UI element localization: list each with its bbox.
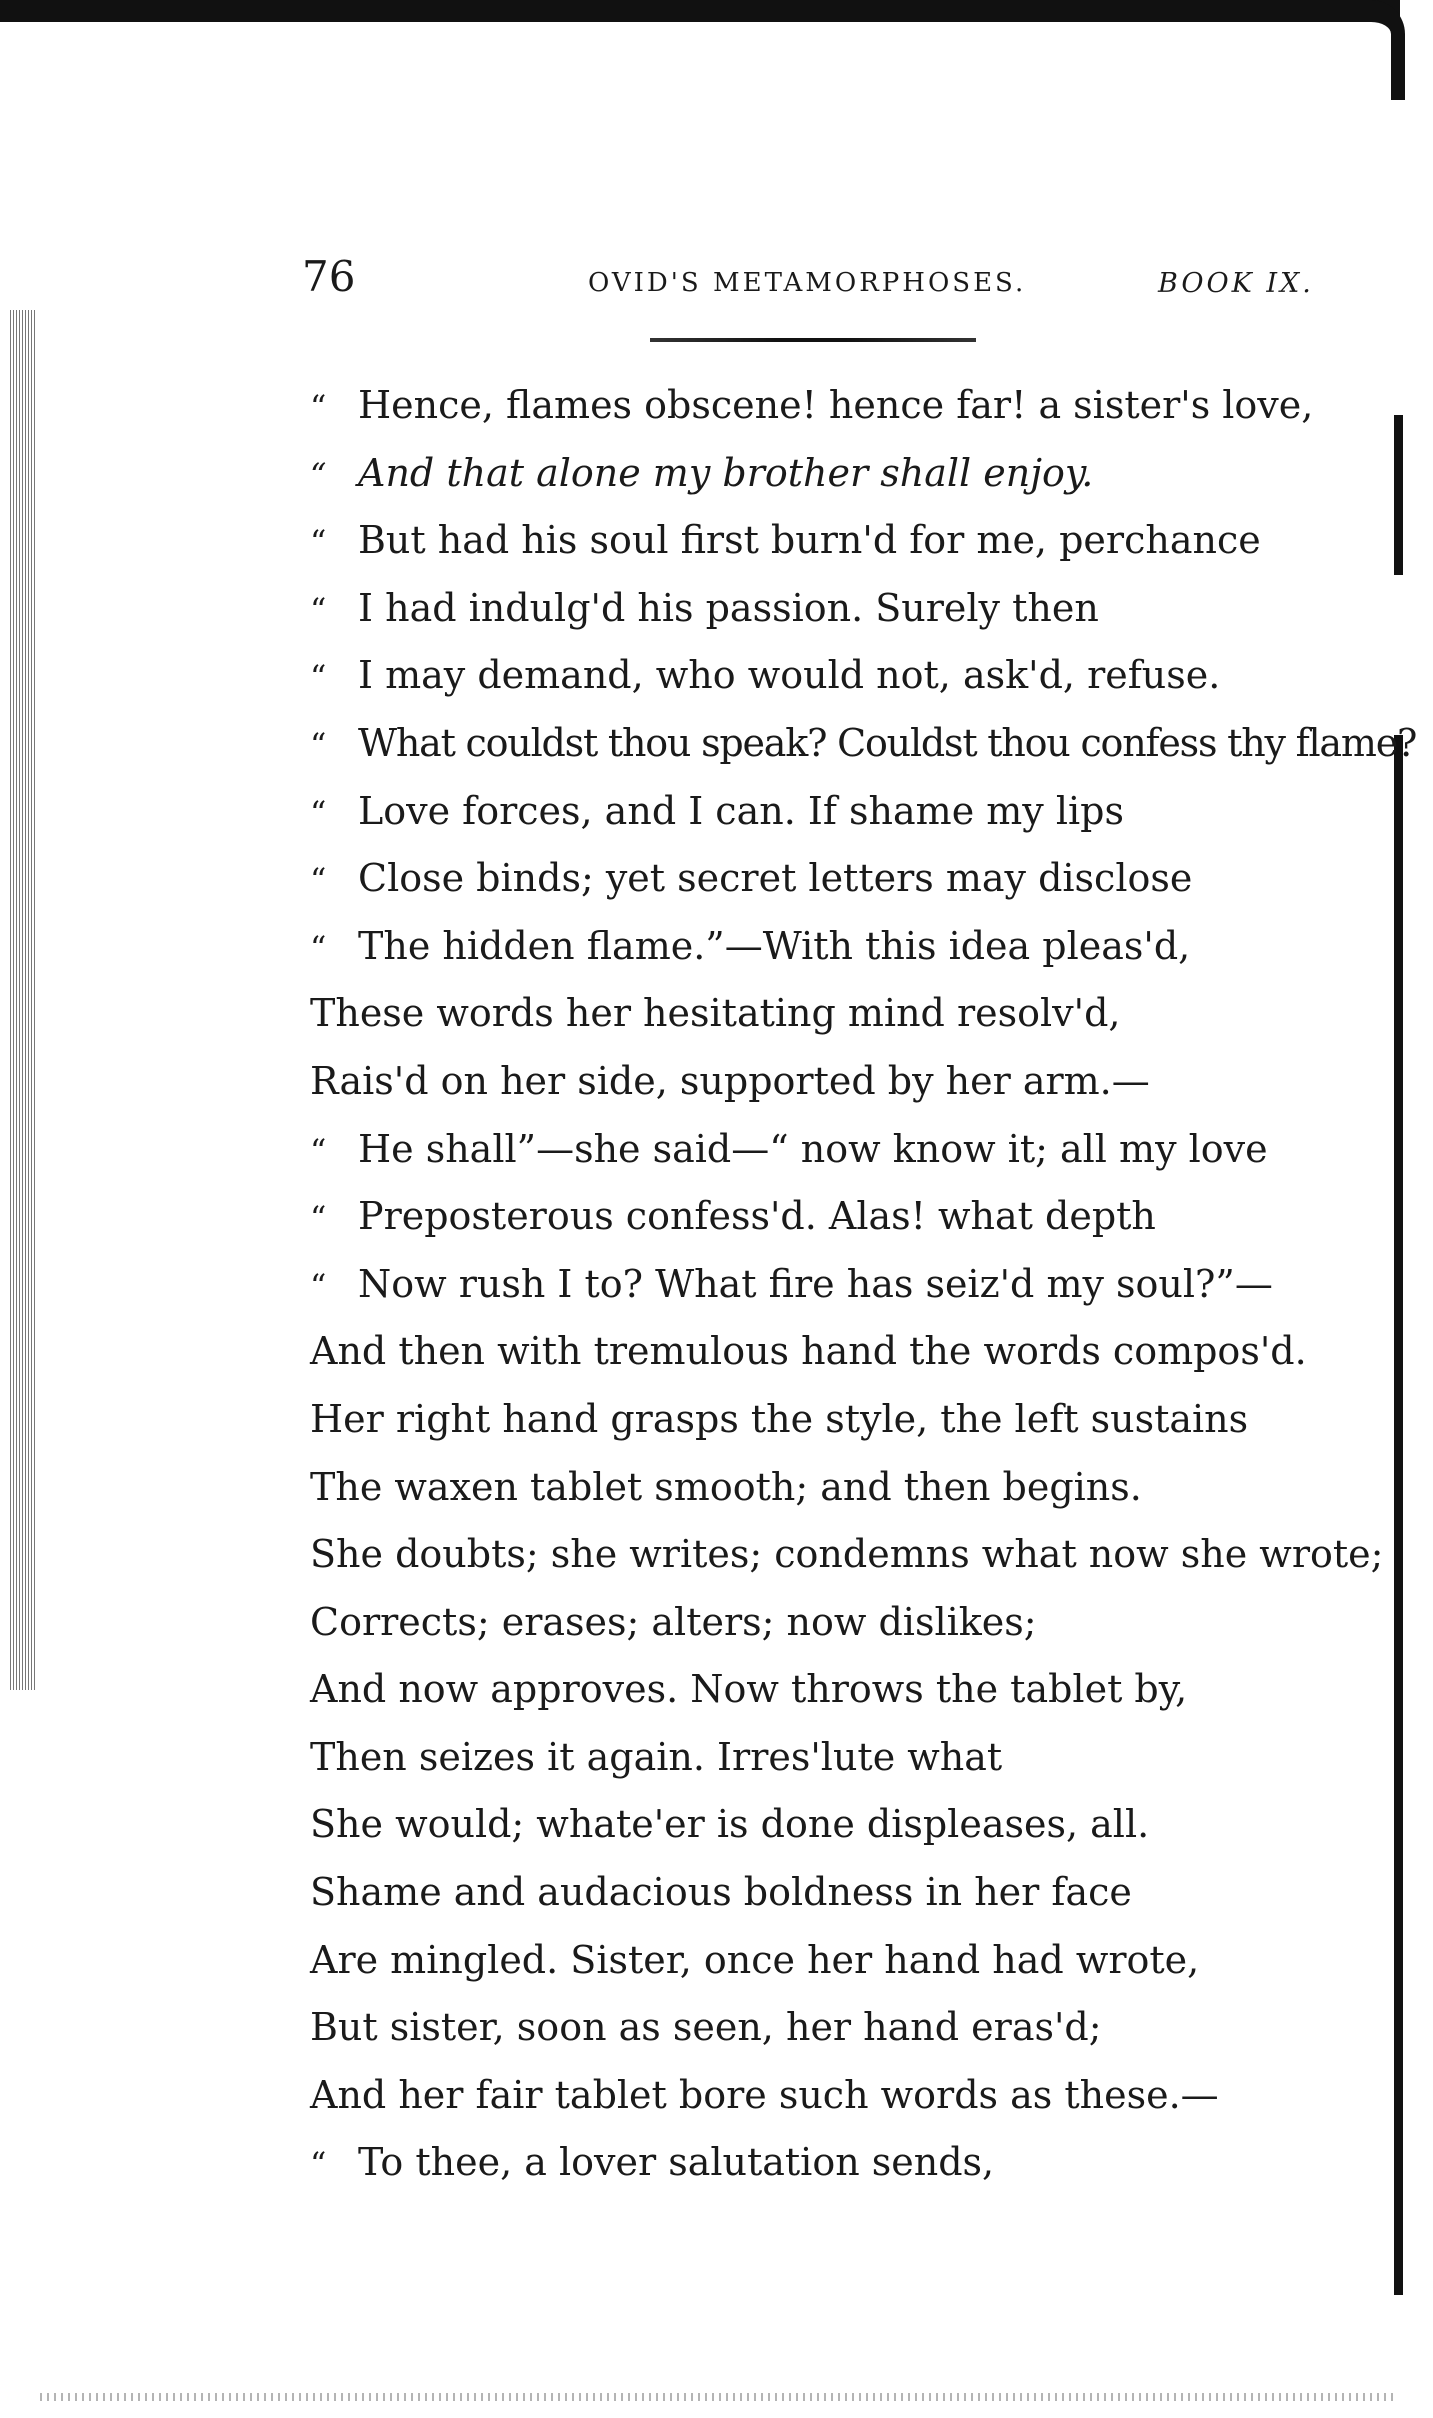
verse-text: I had indulg'd his passion. Surely then <box>358 585 1099 630</box>
verse-line <box>310 1521 1384 1589</box>
page-header <box>0 252 1433 312</box>
quote-mark: “ <box>310 1199 327 1238</box>
running-title: OVID'S METAMORPHOSES. <box>588 268 1027 298</box>
verse-text: And her fair tablet bore such words as these.— <box>310 2072 1219 2117</box>
verse-line <box>310 1724 1370 1792</box>
verse-line <box>310 1791 1370 1859</box>
quote-mark: “ <box>310 523 327 562</box>
verse-text: And now approves. Now throws the tablet by, <box>310 1667 1188 1712</box>
verse-text: Corrects; erases; alters; now dislikes; <box>310 1599 1037 1644</box>
verse-line <box>310 2062 1370 2130</box>
verse-line <box>310 1454 1370 1522</box>
page-number: 76 <box>302 252 356 301</box>
verse-line <box>310 2129 1370 2197</box>
verse-line <box>310 642 1370 710</box>
verse-line <box>310 845 1370 913</box>
verse-text: Love forces, and I can. If shame my lips <box>358 788 1124 833</box>
top-border-bar <box>0 0 1400 22</box>
quote-mark: “ <box>310 388 327 426</box>
verse-text: Her right hand grasps the style, the left sustains <box>310 1396 1249 1441</box>
verse-line <box>310 1183 1370 1251</box>
quote-mark: “ <box>310 658 327 697</box>
verse-block <box>310 372 1417 2197</box>
left-binding-shadow <box>10 310 36 1690</box>
verse-text: He shall”—she said—“ now know it; all my love <box>358 1126 1268 1171</box>
verse-text: Hence, flames obscene! hence far! a sister's love, <box>358 383 1314 427</box>
book-label: BOOK IX. <box>1158 268 1314 299</box>
quote-mark: “ <box>310 1266 327 1305</box>
verse-text: Close binds; yet secret letters may disclose <box>358 856 1193 901</box>
verse-text: And then with tremulous hand the words compos'd. <box>310 1329 1307 1374</box>
verse-line <box>310 1994 1370 2062</box>
quote-mark: “ <box>310 928 327 967</box>
quote-mark: “ <box>310 1131 327 1170</box>
verse-line <box>310 1656 1370 1724</box>
verse-text: And that alone my brother shall enjoy. <box>358 450 1094 495</box>
verse-text: Are mingled. Sister, once her hand had wrote, <box>310 1937 1200 1982</box>
verse-text: To thee, a lover salutation sends, <box>358 2140 995 2185</box>
right-edge-mark-lower <box>1394 735 1403 2295</box>
verse-line <box>310 1251 1370 1319</box>
verse-line <box>310 507 1370 575</box>
verse-text: Shame and audacious boldness in her face <box>310 1870 1132 1915</box>
verse-line <box>310 1318 1370 1386</box>
verse-line <box>310 1927 1370 1995</box>
quote-mark: “ <box>310 725 327 764</box>
verse-line <box>310 372 1370 440</box>
verse-line <box>310 1859 1370 1927</box>
verse-text: The hidden flame.”—With this idea pleas'd, <box>358 923 1191 968</box>
verse-text: What couldst thou speak? Couldst thou confess thy flame? <box>358 720 1417 765</box>
quote-mark: “ <box>310 793 327 832</box>
verse-line <box>310 980 1370 1048</box>
verse-text: But had his soul first burn'd for me, perchance <box>358 518 1261 563</box>
verse-line <box>310 1386 1370 1454</box>
verse-line <box>310 1116 1370 1184</box>
verse-text: Rais'd on her side, supported by her arm.— <box>310 1058 1150 1103</box>
quote-mark: “ <box>310 861 327 900</box>
verse-text: Then seizes it again. Irres'lute what <box>310 1734 1003 1779</box>
verse-text: Preposterous confess'd. Alas! what depth <box>358 1194 1156 1239</box>
verse-text: I may demand, who would not, ask'd, refuse. <box>358 653 1221 698</box>
verse-line <box>310 913 1370 981</box>
right-edge-mark-upper <box>1394 415 1403 575</box>
bottom-edge-speckle <box>40 2393 1393 2401</box>
verse-line <box>310 1048 1370 1116</box>
verse-line <box>310 710 1417 778</box>
quote-mark: “ <box>310 590 327 629</box>
quote-mark: “ <box>310 455 327 494</box>
verse-text: But sister, soon as seen, her hand eras'd; <box>310 2005 1102 2050</box>
header-rule <box>650 338 976 342</box>
verse-line <box>310 440 1370 508</box>
verse-line <box>310 1589 1370 1657</box>
verse-text: These words her hesitating mind resolv'd, <box>310 991 1121 1036</box>
verse-text: Now rush I to? What fire has seiz'd my soul?”— <box>358 1261 1273 1306</box>
verse-text: She would; whate'er is done displeases, all. <box>310 1802 1150 1847</box>
verse-line <box>310 575 1370 643</box>
verse-text: The waxen tablet smooth; and then begins. <box>310 1464 1142 1509</box>
verse-line <box>310 778 1370 846</box>
verse-text: She doubts; she writes; condemns what now she wrote; <box>310 1532 1384 1577</box>
quote-mark: “ <box>310 2145 327 2184</box>
